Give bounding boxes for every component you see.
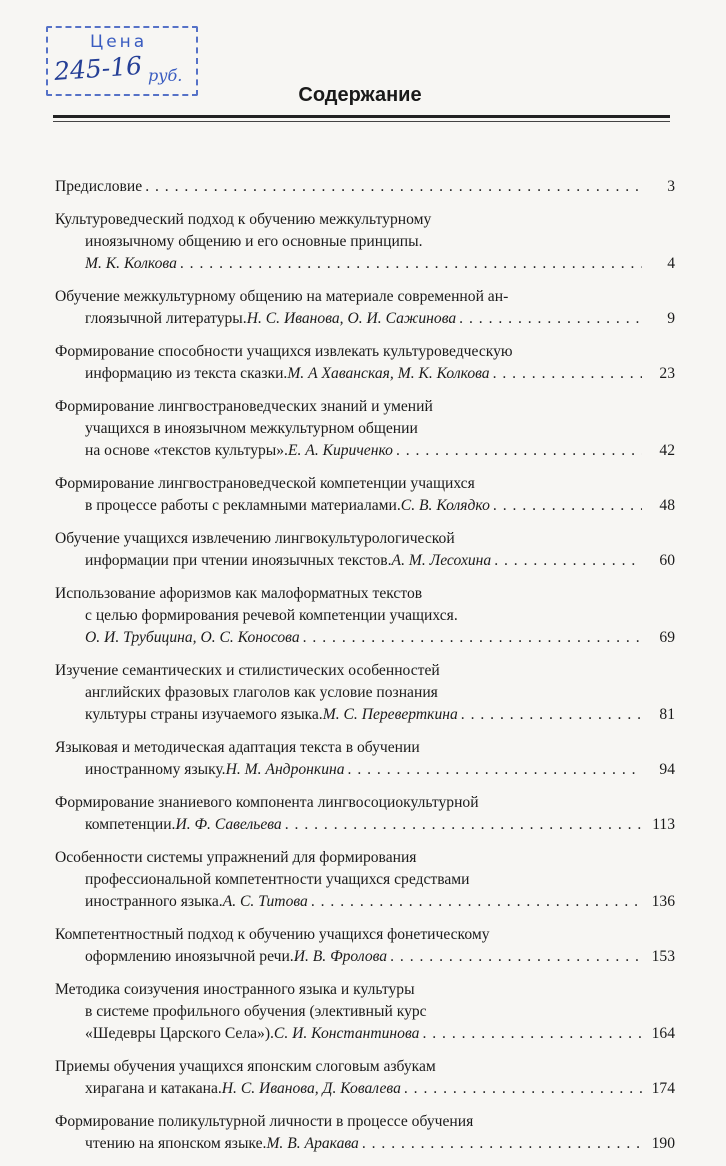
toc-entry-title: учащихся в иноязычном межкультурном общении <box>85 420 418 437</box>
toc-entry-line <box>55 682 675 704</box>
toc-entry-author: М. С. Переверткина <box>322 706 458 723</box>
toc-entry-page: 9 <box>667 310 675 327</box>
toc-entry <box>55 792 675 836</box>
toc-entry-title: «Шедевры Царского Села»). <box>85 1025 274 1042</box>
toc-entry-line <box>55 363 675 385</box>
toc-entry-page: 190 <box>651 1135 675 1152</box>
toc-entry-title: на основе «текстов культуры». <box>85 442 288 459</box>
toc-entry-line <box>55 627 675 649</box>
toc-entry-line <box>55 528 675 550</box>
toc-entry-title: в процессе работы с рекламными материалами. <box>85 497 401 514</box>
toc-entry-author: А. С. Титова <box>222 893 308 910</box>
toc-entry-title: Формирование лингвострановедческой компетенции учащихся <box>55 475 475 492</box>
toc-entry-title: компетенции. <box>85 816 176 833</box>
dot-leader <box>311 891 642 913</box>
toc-entry-author: М. А Хаванская, М. К. Колкова <box>287 365 490 382</box>
toc-entry-author: Н. М. Андронкина <box>225 761 345 778</box>
toc-entry <box>55 396 675 462</box>
toc-entry-title: Приемы обучения учащихся японским слоговым азбукам <box>55 1058 436 1075</box>
toc-entry-author: М. В. Аракава <box>266 1135 359 1152</box>
toc-entry-page: 136 <box>651 893 675 910</box>
toc-entry-line <box>55 418 675 440</box>
toc-entry <box>55 737 675 781</box>
toc-entry-line <box>55 737 675 759</box>
dot-leader <box>494 550 642 572</box>
stamp-unit: руб. <box>148 66 183 85</box>
dot-leader <box>422 1023 642 1045</box>
toc-entry-line <box>55 704 675 726</box>
toc-entry-title: иноязычному общению и его основные принципы. <box>85 233 423 250</box>
toc-entry-page: 153 <box>651 948 675 965</box>
toc-entry-page: 23 <box>659 365 675 382</box>
toc-entry-line <box>55 979 675 1001</box>
toc-entry-page: 48 <box>659 497 675 514</box>
dot-leader <box>303 627 642 649</box>
toc-entry-page: 42 <box>659 442 675 459</box>
title-rule-thin <box>53 121 670 122</box>
toc-entry-author: И. В. Фролова <box>293 948 388 965</box>
toc-entry-line <box>55 1023 675 1045</box>
toc-entry <box>55 660 675 726</box>
toc-entry-line <box>55 946 675 968</box>
toc-entry-title: Компетентностный подход к обучению учащихся фонетическому <box>55 926 490 943</box>
toc-entry-title: английских фразовых глаголов как условие познания <box>85 684 438 701</box>
toc-entry-author: С. И. Константинова <box>273 1025 420 1042</box>
toc-entry <box>55 1111 675 1155</box>
toc-entry-line <box>55 1001 675 1023</box>
toc-entry-title: оформлению иноязычной речи. <box>85 948 294 965</box>
toc-entry-line <box>55 550 675 572</box>
dot-leader <box>461 704 642 726</box>
toc-entry-author: О. И. Трубицина, О. С. Коносова <box>85 629 300 646</box>
toc-entry-title: информации при чтении иноязычных текстов. <box>85 552 392 569</box>
toc-entry-author: А. М. Лесохина <box>391 552 492 569</box>
toc-entry-line <box>55 891 675 913</box>
toc-entry-line <box>55 924 675 946</box>
toc-entry <box>55 209 675 275</box>
toc-entry <box>55 1056 675 1100</box>
toc-entry-title: профессиональной компетентности учащихся средствами <box>85 871 470 888</box>
toc-entry-line <box>55 308 675 330</box>
toc-entry-title: информацию из текста сказки. <box>85 365 288 382</box>
toc-entry <box>55 583 675 649</box>
toc-entry-line <box>55 440 675 462</box>
toc-entry <box>55 473 675 517</box>
toc-entry-title: Изучение семантических и стилистических особенностей <box>55 662 440 679</box>
toc-entry-line <box>55 1111 675 1133</box>
toc-entry-page: 3 <box>667 178 675 195</box>
toc-entry-title: Обучение учащихся извлечению лингвокультурологической <box>55 530 455 547</box>
toc-entry-author: Н. С. Иванова, Д. Ковалева <box>221 1080 401 1097</box>
stamp-price: 245-16 <box>53 50 143 87</box>
toc-entry-line <box>55 231 675 253</box>
toc-entry <box>55 924 675 968</box>
dot-leader <box>285 814 642 836</box>
toc-entry <box>55 528 675 572</box>
toc-entry-page: 174 <box>651 1080 675 1097</box>
toc-entry-title: хирагана и катакана. <box>85 1080 222 1097</box>
toc-entry <box>55 847 675 913</box>
toc-entry-line <box>55 495 675 517</box>
toc-entry-page: 113 <box>652 816 675 833</box>
toc-entry-line <box>55 792 675 814</box>
table-of-contents <box>55 176 675 1166</box>
page-title <box>0 84 726 107</box>
dot-leader <box>493 495 642 517</box>
toc-entry-line <box>55 847 675 869</box>
toc-entry-title: Формирование способности учащихся извлекать культуроведческую <box>55 343 513 360</box>
page-title-text: Содержание <box>298 84 422 106</box>
toc-entry <box>55 979 675 1045</box>
title-rule-thick <box>53 115 670 118</box>
toc-entry-title: глоязычной литературы. <box>85 310 247 327</box>
toc-entry-title: Языковая и методическая адаптация текста в обучении <box>55 739 420 756</box>
toc-entry-line <box>55 869 675 891</box>
toc-entry <box>55 176 675 198</box>
toc-entry-title: Особенности системы упражнений для формирования <box>55 849 417 866</box>
toc-entry-title: Формирование знаниевого компонента лингвосоциокультурной <box>55 794 479 811</box>
toc-entry-author: Н. С. Иванова, О. И. Сажинова <box>246 310 457 327</box>
toc-entry-line <box>55 1133 675 1155</box>
toc-entry-title: Культуроведческий подход к обучению межкультурному <box>55 211 432 228</box>
toc-entry-line <box>55 176 675 198</box>
dot-leader <box>396 440 642 462</box>
toc-entry-page: 60 <box>659 552 675 569</box>
toc-entry <box>55 286 675 330</box>
toc-entry-line <box>55 396 675 418</box>
toc-entry-title: в системе профильного обучения (элективный курс <box>85 1003 427 1020</box>
toc-entry-line <box>55 1078 675 1100</box>
dot-leader <box>459 308 642 330</box>
toc-entry-author: М. К. Колкова <box>85 255 177 272</box>
toc-entry-line <box>55 814 675 836</box>
dot-leader <box>390 946 642 968</box>
dot-leader <box>348 759 642 781</box>
toc-entry-author: С. В. Колядко <box>400 497 490 514</box>
toc-entry-title: Методика соизучения иностранного языка и культуры <box>55 981 415 998</box>
toc-entry-line <box>55 209 675 231</box>
toc-entry-title: Формирование лингвострановедческих знаний и умений <box>55 398 433 415</box>
dot-leader <box>145 176 642 198</box>
toc-entry-page: 164 <box>651 1025 675 1042</box>
toc-entry-line <box>55 253 675 275</box>
toc-entry-page: 69 <box>659 629 675 646</box>
toc-entry-line <box>55 759 675 781</box>
toc-entry-title: чтению на японском языке. <box>85 1135 267 1152</box>
toc-entry-author: Е. А. Кириченко <box>287 442 393 459</box>
toc-entry-page: 94 <box>659 761 675 778</box>
toc-entry-line <box>55 583 675 605</box>
toc-entry-title: иностранного языка. <box>85 893 223 910</box>
dot-leader <box>493 363 642 385</box>
toc-entry <box>55 341 675 385</box>
toc-entry-line <box>55 286 675 308</box>
toc-entry-page: 4 <box>667 255 675 272</box>
toc-entry-author: И. Ф. Савельева <box>175 816 282 833</box>
dot-leader <box>180 253 642 275</box>
toc-entry-title: с целью формирования речевой компетенции учащихся. <box>85 607 458 624</box>
toc-entry-line <box>55 605 675 627</box>
toc-entry-line <box>55 1056 675 1078</box>
toc-entry-line <box>55 341 675 363</box>
toc-entry-line <box>55 660 675 682</box>
toc-entry-title: иностранному языку. <box>85 761 226 778</box>
dot-leader <box>404 1078 642 1100</box>
toc-entry-title: Использование афоризмов как малоформатных текстов <box>55 585 423 602</box>
toc-entry-line <box>55 473 675 495</box>
toc-entry-page: 81 <box>659 706 675 723</box>
toc-entry-title: Предисловие <box>55 178 143 195</box>
toc-entry-title: культуры страны изучаемого языка. <box>85 706 323 723</box>
dot-leader <box>362 1133 642 1155</box>
stamp-label: Цена <box>90 32 148 52</box>
toc-entry-title: Обучение межкультурному общению на материале современной ан- <box>55 288 509 305</box>
toc-entry-title: Формирование поликультурной личности в процессе обучения <box>55 1113 474 1130</box>
